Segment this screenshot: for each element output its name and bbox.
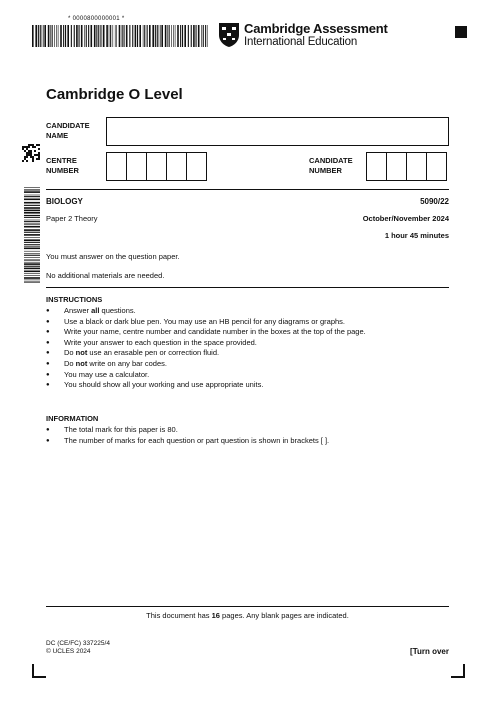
candidate-name-label-line-2: NAME (46, 131, 69, 140)
candidate-number-label-line-1: CANDIDATE (309, 156, 353, 165)
corner-marker (455, 26, 467, 38)
shield-crest-icon (218, 22, 240, 48)
centre-number-label (46, 156, 79, 176)
list-item: ● Do not use an erasable pen or correction fluid. (46, 348, 366, 359)
list-item: ● Answer all questions. (46, 306, 366, 317)
page-count-note: This document has 16 pages. Any blank pages are indicated. (146, 611, 349, 620)
candidate-number-cell[interactable] (406, 152, 427, 181)
top-barcode (32, 25, 208, 47)
barcode-number: * 0000800000001 * (68, 16, 125, 22)
exam-session: October/November 2024 (362, 214, 449, 223)
list-item: ● Write your name, centre number and candidate number in the boxes at the top of the page. (46, 327, 366, 338)
logo-line-2: International Education (244, 36, 358, 48)
centre-number-label-line-2: NUMBER (46, 166, 79, 175)
turn-over: [Turn over (410, 647, 449, 656)
candidate-name-label (46, 121, 90, 141)
centre-number-cell[interactable] (166, 152, 187, 181)
logo-line-1: Cambridge Assessment (244, 21, 388, 36)
information-heading: INFORMATION (46, 414, 99, 423)
copyright: © UCLES 2024 (46, 648, 91, 655)
centre-number-cell[interactable] (146, 152, 167, 181)
materials-line-1: You must answer on the question paper. (46, 252, 180, 261)
divider-middle (46, 287, 449, 288)
centre-number-cell[interactable] (126, 152, 147, 181)
materials-line-2: No additional materials are needed. (46, 271, 165, 280)
paper-code: 5090/22 (420, 197, 449, 206)
exam-duration: 1 hour 45 minutes (384, 231, 449, 240)
list-item: ● The number of marks for each question or part question is shown in brackets [ ]. (46, 436, 329, 447)
corner-mark-bottom-right (451, 664, 465, 678)
centre-number-label-line-1: CENTRE (46, 156, 77, 165)
centre-number-cell[interactable] (106, 152, 127, 181)
instructions-list (46, 306, 366, 391)
divider-footer (46, 606, 449, 607)
candidate-number-boxes[interactable] (366, 152, 446, 181)
information-list (46, 425, 329, 446)
candidate-number-cell[interactable] (426, 152, 447, 181)
candidate-number-label-line-2: NUMBER (309, 166, 342, 175)
document-code: DC (CE/FC) 337225/4 (46, 640, 110, 647)
instructions-heading: INSTRUCTIONS (46, 295, 103, 304)
page-title: Cambridge O Level (46, 86, 183, 103)
list-item: ● You may use a calculator. (46, 370, 366, 381)
centre-number-boxes[interactable] (106, 152, 206, 181)
qr-code (22, 144, 40, 162)
candidate-name-box[interactable] (106, 117, 449, 146)
list-item: ● The total mark for this paper is 80. (46, 425, 329, 436)
candidate-number-cell[interactable] (366, 152, 387, 181)
candidate-name-label-line-1: CANDIDATE (46, 121, 90, 130)
candidate-number-cell[interactable] (386, 152, 407, 181)
list-item: ● Do not write on any bar codes. (46, 359, 366, 370)
divider-top (46, 189, 449, 190)
list-item: ● Write your answer to each question in the space provided. (46, 338, 366, 349)
corner-mark-bottom-left (32, 664, 46, 678)
list-item: ● Use a black or dark blue pen. You may use an HB pencil for any diagrams or graphs. (46, 317, 366, 328)
subject: BIOLOGY (46, 197, 83, 206)
list-item: ● You should show all your working and use appropriate units. (46, 380, 366, 391)
side-barcode (18, 187, 40, 283)
candidate-number-label (309, 156, 353, 176)
paper-name: Paper 2 Theory (46, 214, 98, 223)
centre-number-cell[interactable] (186, 152, 207, 181)
